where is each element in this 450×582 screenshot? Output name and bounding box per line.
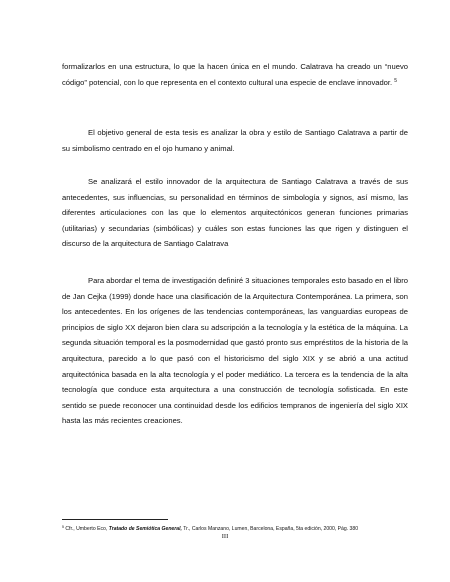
paragraph-intro-continuation — [62, 59, 408, 90]
footnote-separator — [62, 519, 168, 520]
footnote-prefix: Cfr., Umberto Eco, — [63, 526, 109, 532]
footnote-reference: 5 — [394, 77, 398, 84]
footnote-suffix: Tr., Carlos Manzano, Lumen, Barcelona, España, 5ta edición, 2000, Pág. 380 — [181, 526, 359, 532]
paragraph-methodology: Para abordar el tema de investigación definiré 3 situaciones temporales esto basado en el libro de Jan Cejka (1999) donde hace una clasificación de la Arquitectura Contemporánea. La primera, son los antecedentes. En los orígenes de las tendencias contemporáneas, las vanguardias europeas de principios de siglo XX dejaron bien clara su adscripción a la tecnología y la estética de la máquina. La segunda situación temporal es la posmodernidad que gastó pronto sus empréstitos de la historia de la arquitectura, parecido a lo que pasó con el historicismo del siglo XIX y se abrió a una actitud arquitectónica basada en la alta tecnología y el poder mediático. La tercera es la tendencia de la alta tecnología que conduce esta arquitectura a una construcción de tecnología sofisticada. En este sentido se puede reconocer una continuidad desde los edificios tempranos de ingeniería del siglo XIX hasta las más recientes creaciones. — [62, 276, 408, 426]
footnote-book-title: Tratado de Semiótica General, — [108, 526, 182, 532]
paragraph-analysis: Se analizará el estilo innovador de la arquitectura de Santiago Calatrava a través de sus antecedentes, sus influencias, su personalidad en términos de simbología y signos, así mismo, las diferentes articulaciones con las que lo elementos arquitectónicos generan funciones primarias (utilitarias) y secundarias (simbólicas) y cuáles son estas funciones las que rigen y distinguen el discurso de la arquitectura de Santiago Calatrava — [62, 177, 408, 249]
page-number: III — [221, 533, 229, 540]
paragraph-text: formalizarlos en una estructura, lo que la hacen única en el mundo. Calatrava ha creado un “nuevo código” potencial, con lo que representa en el contexto cultural una especie de enclave innovador. — [62, 62, 408, 87]
paragraph-objective: El objetivo general de esta tesis es analizar la obra y estilo de Santiago Calatrava a partir de su simbolismo centrado en el ojo humano y animal. — [62, 128, 408, 153]
footnote-number: 5 — [62, 525, 64, 529]
footnote — [62, 524, 422, 533]
